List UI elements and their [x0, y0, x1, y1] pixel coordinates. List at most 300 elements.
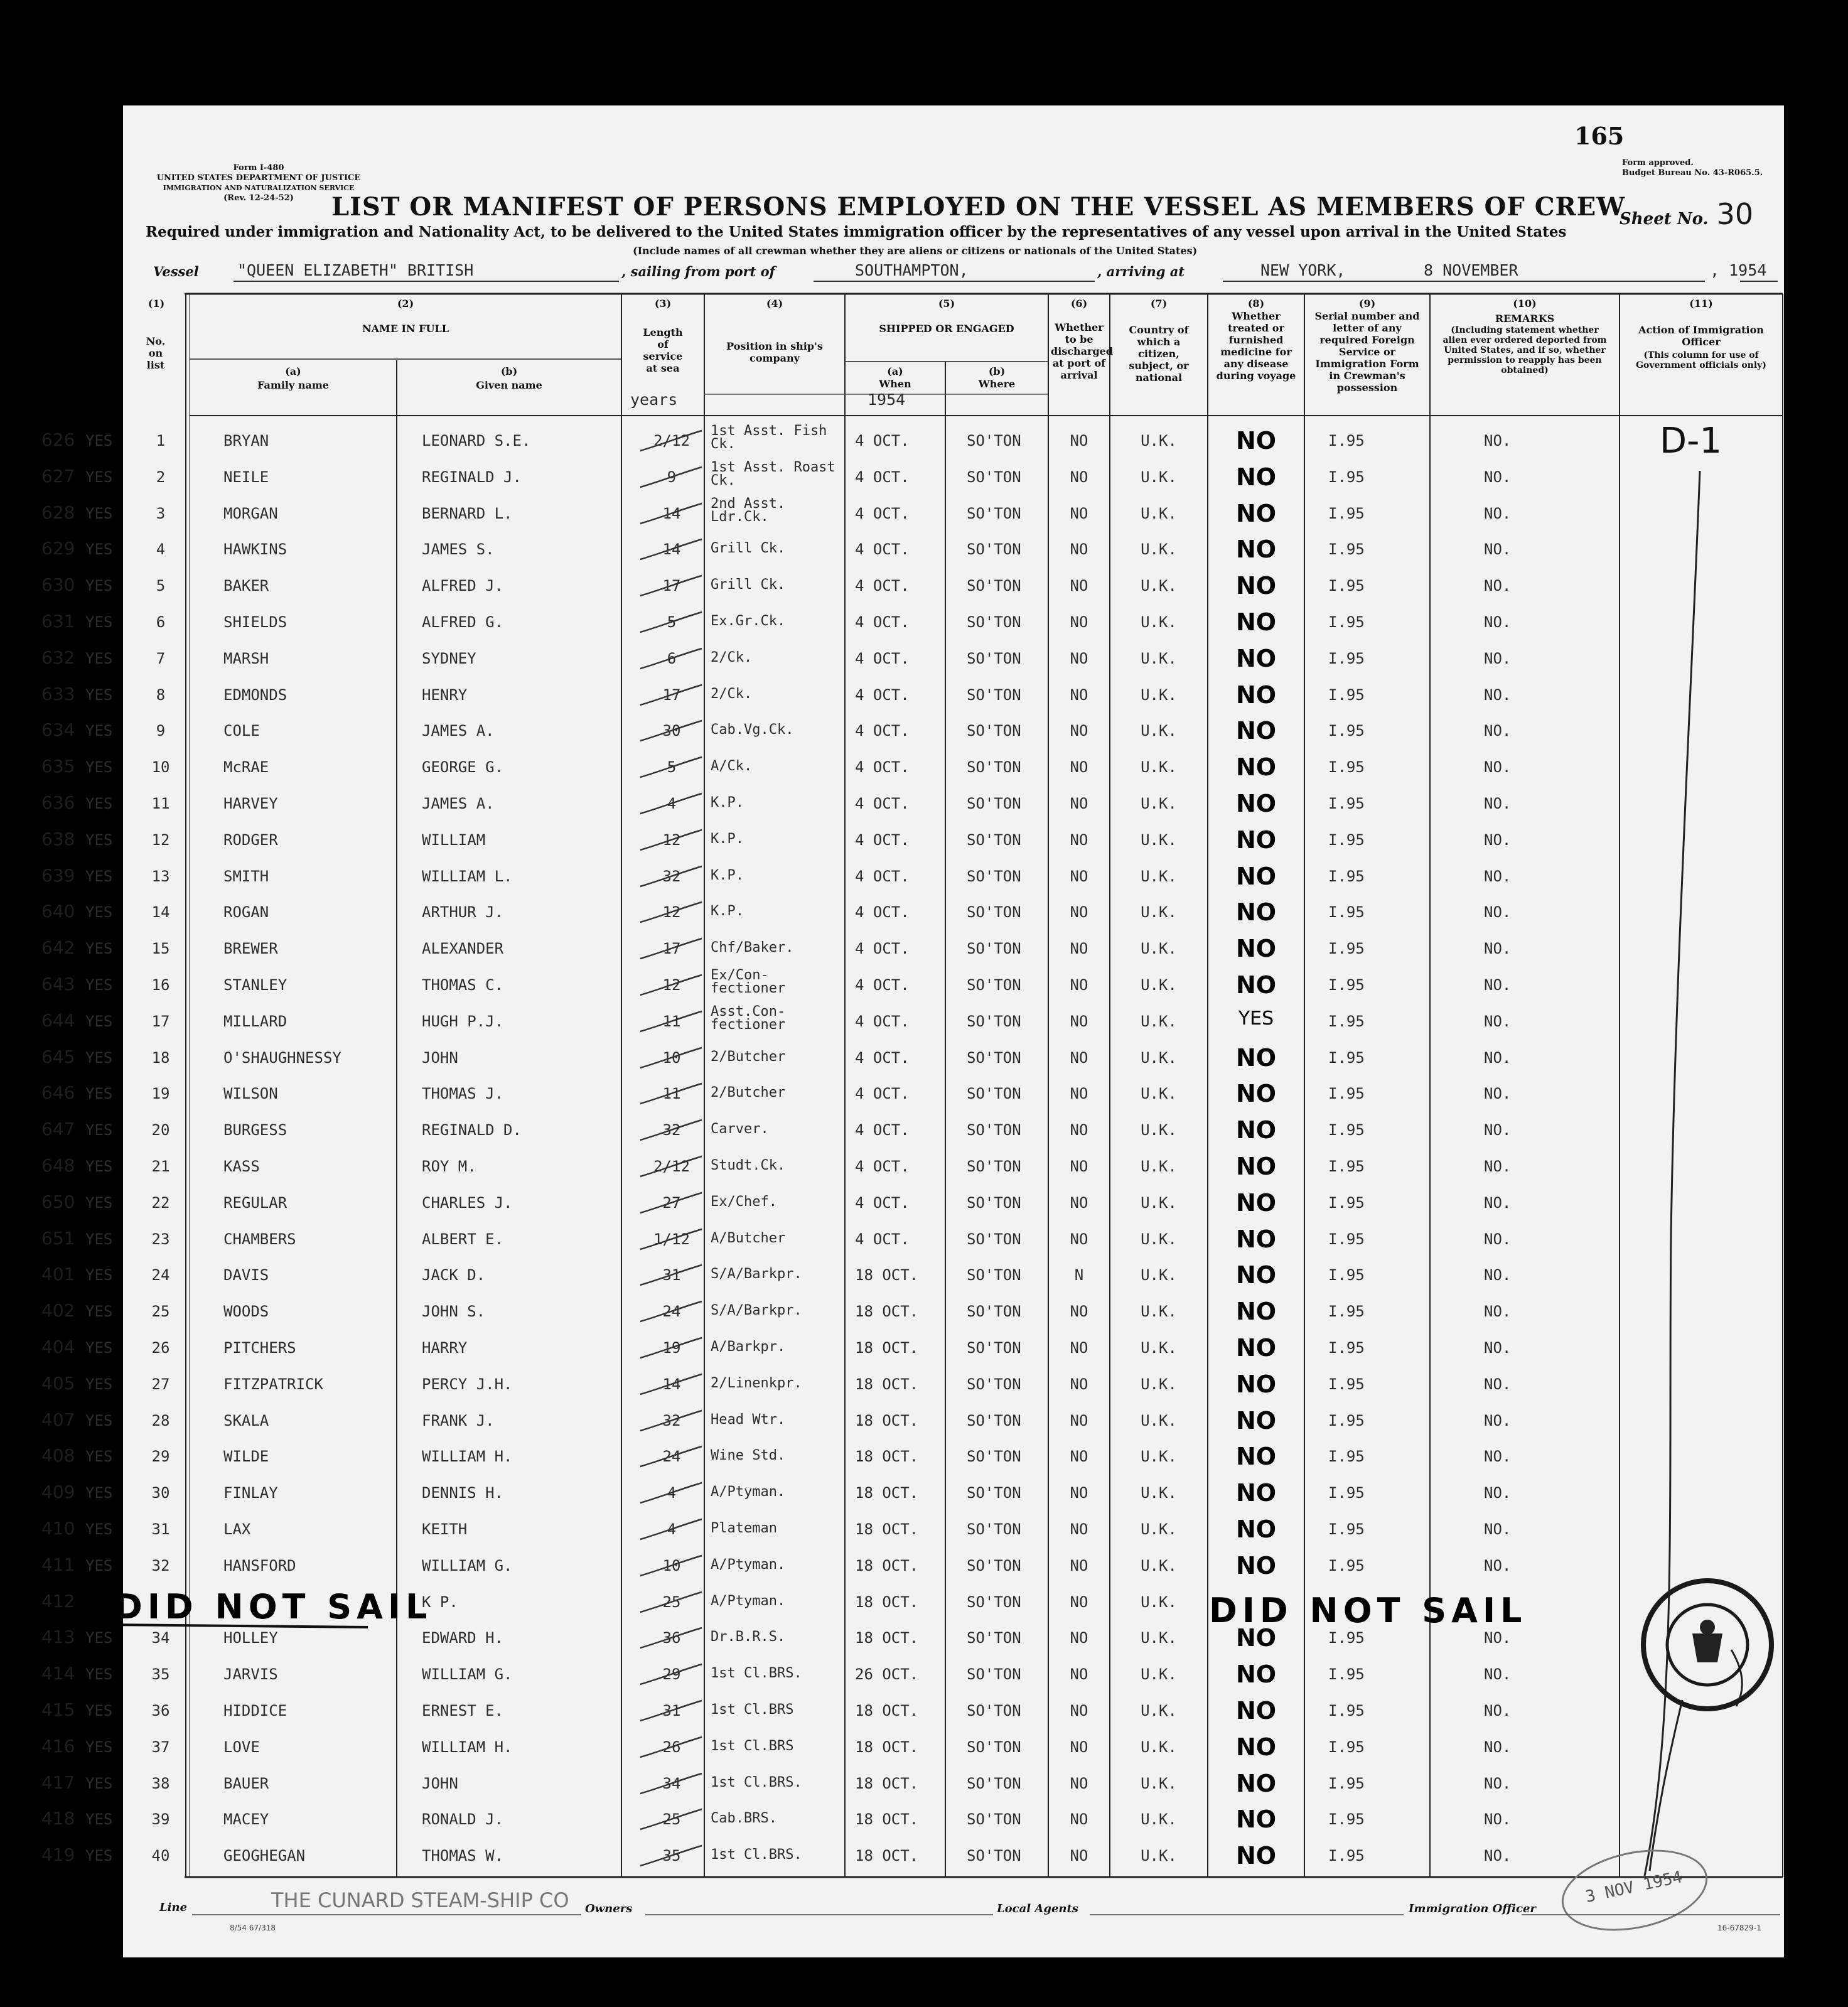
row-serial: I.95 — [1328, 867, 1365, 885]
row-ref-number: 414 — [41, 1663, 75, 1684]
row-list-number: 28 — [151, 1411, 170, 1429]
row-treated: NO — [1235, 1225, 1277, 1253]
row-position: Wine Std. — [711, 1448, 786, 1464]
row-given-name: JAMES A. — [422, 722, 495, 740]
row-position: A/Ck. — [711, 758, 753, 775]
row-treated: NO — [1235, 499, 1277, 527]
row-yes: YES — [85, 1266, 113, 1284]
row-remarks: NO. — [1484, 504, 1512, 522]
row-remarks: NO. — [1484, 1774, 1512, 1792]
row-family-name: MACEY — [223, 1811, 269, 1829]
row-when: 4 OCT. — [855, 1085, 910, 1103]
row-serial: I.95 — [1328, 831, 1365, 849]
row-family-name: PITCHERS — [223, 1339, 296, 1357]
row-serial: I.95 — [1328, 722, 1365, 740]
row-family-name: FITZPATRICK — [223, 1375, 323, 1393]
row-where: SO'TON — [967, 686, 1021, 704]
row-where: SO'TON — [967, 613, 1021, 631]
row-given-name: KEITH — [422, 1520, 468, 1538]
footer-lines — [123, 105, 1784, 1957]
row-where: SO'TON — [967, 867, 1021, 885]
row-when: 4 OCT. — [855, 1230, 910, 1248]
row-treated: NO — [1235, 1479, 1277, 1507]
col3-unit: years — [630, 390, 678, 409]
row-ref-number: 626 — [41, 429, 75, 450]
row-given-name: DENNIS H. — [422, 1484, 504, 1502]
row-serial: I.95 — [1328, 577, 1365, 595]
row-given-name: WILLIAM H. — [422, 1448, 513, 1466]
row-where: SO'TON — [967, 541, 1021, 559]
footer-line-label: Line — [159, 1901, 188, 1914]
row-country: U.K. — [1141, 1375, 1177, 1393]
row-yes: YES — [85, 468, 113, 486]
row-discharged: NO — [1070, 613, 1088, 631]
row-treated: NO — [1235, 717, 1277, 745]
row-service-length: 11 — [662, 1012, 681, 1030]
row-ref-number: 645 — [41, 1046, 75, 1067]
row-serial: I.95 — [1328, 1484, 1365, 1502]
row-when: 4 OCT. — [855, 940, 910, 958]
row-family-name: MARSH — [223, 649, 269, 667]
row-treated: NO — [1235, 898, 1277, 927]
row-serial: I.95 — [1328, 1266, 1365, 1284]
row-list-number: 11 — [151, 795, 170, 812]
row-remarks: NO. — [1484, 1520, 1512, 1538]
col9-num: (9) — [1358, 298, 1376, 309]
row-when: 18 OCT. — [855, 1303, 919, 1321]
row-given-name: ARTHUR J. — [422, 903, 504, 922]
row-where: SO'TON — [967, 1230, 1021, 1248]
row-discharged: NO — [1070, 795, 1088, 812]
col2b-num: (b) — [500, 365, 518, 377]
footer-print-code-left: 8/54 67/318 — [230, 1924, 276, 1932]
row-remarks: NO. — [1484, 940, 1512, 958]
row-treated: NO — [1235, 1153, 1277, 1180]
row-given-name: CHARLES J. — [422, 1193, 513, 1212]
row-ref-number: 407 — [41, 1409, 75, 1430]
row-remarks: NO. — [1484, 758, 1512, 777]
row-treated: NO — [1235, 971, 1277, 999]
col11-num: (11) — [1689, 298, 1713, 309]
col2-num: (2) — [397, 298, 414, 309]
row-treated: NO — [1235, 935, 1277, 963]
row-where: SO'TON — [967, 1339, 1021, 1357]
row-discharged: NO — [1070, 758, 1088, 777]
row-discharged: NO — [1070, 1847, 1088, 1865]
row-treated: NO — [1235, 1624, 1277, 1652]
row-remarks: NO. — [1484, 831, 1512, 849]
row-serial: I.95 — [1328, 1012, 1365, 1030]
row-when: 4 OCT. — [855, 758, 910, 777]
row-remarks: NO. — [1484, 1158, 1512, 1175]
row-where: SO'TON — [967, 1774, 1021, 1792]
row-position: S/A/Barkpr. — [711, 1303, 802, 1319]
row-list-number: 10 — [151, 758, 170, 777]
row-ref-number: 413 — [41, 1627, 75, 1648]
row-remarks: NO. — [1484, 1665, 1512, 1684]
col6-label: Whether to be discharged at port of arrival — [1051, 321, 1113, 381]
row-when: 4 OCT. — [855, 795, 910, 812]
budget-bureau: Budget Bureau No. 43-R065.5. — [1622, 168, 1763, 178]
row-country: U.K. — [1141, 1847, 1177, 1865]
row-family-name: JARVIS — [223, 1665, 278, 1684]
col5a-year: 1954 — [868, 390, 906, 409]
row-family-name: REGULAR — [223, 1193, 287, 1212]
row-position: A/Barkpr. — [711, 1339, 786, 1355]
row-treated: NO — [1235, 826, 1277, 854]
row-family-name: MILLARD — [223, 1012, 287, 1030]
row-list-number: 7 — [156, 649, 166, 667]
row-yes: YES — [85, 1484, 113, 1502]
row-ref-number: 411 — [41, 1554, 75, 1575]
row-service-length: 2/12 — [653, 1158, 690, 1175]
row-position: 2/Ck. — [711, 686, 753, 702]
row-discharged: NO — [1070, 1303, 1088, 1321]
footer-officer-label: Immigration Officer — [1409, 1902, 1536, 1915]
row-service-length: 32 — [662, 867, 681, 885]
row-remarks: NO. — [1484, 541, 1512, 559]
row-service-length: 5 — [667, 613, 677, 631]
row-service-length: 17 — [662, 577, 681, 595]
row-family-name: BURGESS — [223, 1121, 287, 1139]
row-where: SO'TON — [967, 1665, 1021, 1684]
row-yes: YES — [85, 758, 113, 777]
row-country: U.K. — [1141, 1303, 1177, 1321]
row-family-name: SMITH — [223, 867, 269, 885]
row-serial: I.95 — [1328, 686, 1365, 704]
row-discharged: NO — [1070, 1121, 1088, 1139]
row-when: 18 OCT. — [855, 1484, 919, 1502]
row-remarks: NO. — [1484, 1702, 1512, 1719]
row-country: U.K. — [1141, 432, 1177, 449]
row-where: SO'TON — [967, 1738, 1021, 1756]
row-treated: NO — [1235, 681, 1277, 709]
row-country: U.K. — [1141, 1665, 1177, 1684]
row-where: SO'TON — [967, 468, 1021, 486]
row-service-length: 1/12 — [653, 1230, 690, 1248]
row-position: A/Butcher — [711, 1230, 786, 1246]
row-when: 18 OCT. — [855, 1811, 919, 1829]
row-remarks: NO. — [1484, 613, 1512, 631]
row-ref-number: 631 — [41, 611, 75, 632]
row-service-length: 11 — [662, 1085, 681, 1103]
row-country: U.K. — [1141, 831, 1177, 849]
row-family-name: BRYAN — [223, 432, 269, 449]
row-yes: YES — [85, 1702, 113, 1719]
row-country: U.K. — [1141, 1085, 1177, 1103]
row-position: 1st Cl.BRS — [711, 1738, 794, 1754]
row-yes: YES — [85, 1012, 113, 1030]
row-given-name: HARRY — [422, 1339, 468, 1357]
department: UNITED STATES DEPARTMENT OF JUSTICE — [156, 173, 361, 183]
row-treated: NO — [1235, 535, 1277, 564]
row-given-name: JOHN S. — [422, 1303, 486, 1321]
row-when: 18 OCT. — [855, 1556, 919, 1574]
row-position: Cab.Vg.Ck. — [711, 722, 794, 738]
row-where: SO'TON — [967, 758, 1021, 777]
row-ref-number: 639 — [41, 864, 75, 886]
row-list-number: 27 — [151, 1375, 170, 1393]
row-given-name: WILLIAM H. — [422, 1738, 513, 1756]
row-family-name: EDMONDS — [223, 686, 287, 704]
row-family-name: HAWKINS — [223, 541, 287, 559]
row-when: 26 OCT. — [855, 1665, 919, 1684]
row-service-length: 17 — [662, 686, 681, 704]
row-when: 4 OCT. — [855, 976, 910, 994]
row-ref-number: 405 — [41, 1372, 75, 1394]
row-position: S/A/Barkpr. — [711, 1266, 802, 1283]
row-when: 18 OCT. — [855, 1266, 919, 1284]
row-when: 4 OCT. — [855, 504, 910, 522]
row-treated: NO — [1235, 1443, 1277, 1471]
arrival-year: , 1954 — [1710, 261, 1767, 279]
row-where: SO'TON — [967, 722, 1021, 740]
row-list-number: 4 — [156, 541, 166, 559]
row-where: SO'TON — [967, 1048, 1021, 1067]
document-title: LIST OR MANIFEST OF PERSONS EMPLOYED ON THE VESSEL AS MEMBERS OF CREW — [331, 192, 1626, 222]
row-position: Asst.Con- fectioner — [711, 1003, 786, 1033]
row-service-length: 25 — [662, 1811, 681, 1829]
row-when: 18 OCT. — [855, 1593, 919, 1611]
row-ref-number: 419 — [41, 1844, 75, 1866]
row-where: SO'TON — [967, 1012, 1021, 1030]
row-list-number: 24 — [151, 1266, 170, 1284]
row-given-name: PERCY J.H. — [422, 1375, 513, 1393]
row-where: SO'TON — [967, 1847, 1021, 1865]
row-when: 4 OCT. — [855, 686, 910, 704]
row-where: SO'TON — [967, 795, 1021, 812]
row-position: 2/Linenkpr. — [711, 1375, 802, 1391]
row-serial: I.95 — [1328, 1193, 1365, 1212]
row-list-number: 14 — [151, 903, 170, 922]
row-service-length: 4 — [667, 795, 677, 812]
row-service-length: 24 — [662, 1303, 681, 1321]
row-position: A/Ptyman. — [711, 1484, 786, 1500]
col9-label: Serial number and letter of any required Foreign Service or Immigration Form in Crewman's possession — [1314, 310, 1420, 394]
row-treated: NO — [1235, 1043, 1277, 1072]
row-service-length: 25 — [662, 1593, 681, 1611]
footer-agents-label: Local Agents — [997, 1902, 1078, 1915]
col8-num: (8) — [1247, 298, 1265, 309]
row-country: U.K. — [1141, 541, 1177, 559]
row-service-length: 10 — [662, 1048, 681, 1067]
row-family-name: McRAE — [223, 758, 269, 777]
row-country: U.K. — [1141, 1448, 1177, 1466]
footer-print-code-right: 16-67829-1 — [1717, 1924, 1761, 1932]
row-country: U.K. — [1141, 1158, 1177, 1175]
row-serial: I.95 — [1328, 1665, 1365, 1684]
row-country: U.K. — [1141, 758, 1177, 777]
row-list-number: 23 — [151, 1230, 170, 1248]
row-country: U.K. — [1141, 1738, 1177, 1756]
row-list-number: 39 — [151, 1811, 170, 1829]
row-yes: YES — [85, 867, 113, 885]
row-country: U.K. — [1141, 1193, 1177, 1212]
row-serial: I.95 — [1328, 1303, 1365, 1321]
row-ref-number: 409 — [41, 1482, 75, 1503]
col5-num: (5) — [938, 298, 955, 309]
row-yes: YES — [85, 541, 113, 559]
row-given-name: JAMES S. — [422, 541, 495, 559]
row-remarks: NO. — [1484, 649, 1512, 667]
row-remarks: NO. — [1484, 1375, 1512, 1393]
row-treated: NO — [1235, 608, 1277, 636]
row-list-number: 5 — [156, 577, 166, 595]
row-ref-number: 640 — [41, 901, 75, 922]
row-serial: I.95 — [1328, 1556, 1365, 1574]
row-position: Studt.Ck. — [711, 1158, 786, 1173]
row-service-length: 12 — [662, 903, 681, 922]
row-yes: YES — [85, 1448, 113, 1466]
row-country: U.K. — [1141, 468, 1177, 486]
row-given-name: K P. — [422, 1593, 458, 1611]
col2a-label: Family name — [257, 379, 329, 391]
row-treated: NO — [1235, 463, 1277, 491]
row-treated: NO — [1235, 1406, 1277, 1434]
row-remarks: NO. — [1484, 1847, 1512, 1865]
row-service-length: 10 — [662, 1556, 681, 1574]
row-service-length: 35 — [662, 1847, 681, 1865]
row-where: SO'TON — [967, 903, 1021, 922]
row-where: SO'TON — [967, 1158, 1021, 1175]
row-treated: NO — [1235, 1188, 1277, 1217]
row-serial: I.95 — [1328, 1520, 1365, 1538]
row-yes: YES — [85, 504, 113, 522]
row-when: 4 OCT. — [855, 577, 910, 595]
row-family-name: BAUER — [223, 1774, 269, 1792]
col2b-label: Given name — [476, 379, 542, 391]
row-yes: YES — [85, 903, 113, 922]
row-treated: NO — [1235, 1551, 1277, 1579]
col2-label: NAME IN FULL — [362, 323, 449, 335]
row-service-length: 5 — [667, 758, 677, 777]
row-service-length: 24 — [662, 1448, 681, 1466]
row-remarks: NO. — [1484, 867, 1512, 885]
row-list-number: 1 — [156, 432, 166, 449]
row-yes: YES — [85, 1665, 113, 1684]
row-remarks: NO. — [1484, 1811, 1512, 1829]
row-family-name: COLE — [223, 722, 260, 740]
row-treated: NO — [1235, 753, 1277, 782]
row-discharged: NO — [1070, 1411, 1088, 1429]
row-yes: YES — [85, 1375, 113, 1393]
col7-label: Country of which a citizen, subject, or national — [1129, 324, 1189, 384]
row-discharged: NO — [1070, 976, 1088, 994]
row-list-number: 18 — [151, 1048, 170, 1067]
row-discharged: NO — [1070, 1811, 1088, 1829]
row-where: SO'TON — [967, 1303, 1021, 1321]
row-serial: I.95 — [1328, 541, 1365, 559]
row-treated: NO — [1235, 1298, 1277, 1326]
row-position: 2/Ck. — [711, 649, 753, 665]
row-remarks: NO. — [1484, 1738, 1512, 1756]
row-remarks: NO. — [1484, 903, 1512, 922]
row-given-name: ERNEST E. — [422, 1702, 504, 1719]
row-when: 18 OCT. — [855, 1702, 919, 1719]
row-country: U.K. — [1141, 686, 1177, 704]
form-id: Form I-480 — [233, 163, 284, 173]
row-remarks: NO. — [1484, 1085, 1512, 1103]
row-when: 4 OCT. — [855, 1193, 910, 1212]
row-yes: YES — [85, 577, 113, 595]
row-discharged: NO — [1070, 1048, 1088, 1067]
row-yes: YES — [85, 1847, 113, 1865]
row-family-name: O'SHAUGHNESSY — [223, 1048, 341, 1067]
row-ref-number: 408 — [41, 1445, 75, 1466]
row-yes: YES — [85, 1085, 113, 1103]
row-family-name: HOLLEY — [223, 1629, 278, 1647]
row-service-length: 12 — [662, 831, 681, 849]
row-service-length: 19 — [662, 1339, 681, 1357]
row-country: U.K. — [1141, 1811, 1177, 1829]
row-given-name: THOMAS C. — [422, 976, 504, 994]
row-given-name: BERNARD L. — [422, 504, 513, 522]
row-country: U.K. — [1141, 1556, 1177, 1574]
row-yes: YES — [85, 613, 113, 631]
row-yes: YES — [85, 1339, 113, 1357]
row-serial: I.95 — [1328, 1629, 1365, 1647]
row-when: 4 OCT. — [855, 613, 910, 631]
row-given-name: JOHN — [422, 1774, 458, 1792]
row-country: U.K. — [1141, 1339, 1177, 1357]
row-position: Plateman — [711, 1520, 777, 1536]
row-where: SO'TON — [967, 1484, 1021, 1502]
row-where: SO'TON — [967, 1811, 1021, 1829]
row-list-number: 17 — [151, 1012, 170, 1030]
row-serial: I.95 — [1328, 1411, 1365, 1429]
row-given-name: ALFRED G. — [422, 613, 504, 631]
row-given-name: HENRY — [422, 686, 468, 704]
row-list-number: 12 — [151, 831, 170, 849]
row-family-name: LOVE — [223, 1738, 260, 1756]
row-country: U.K. — [1141, 1629, 1177, 1647]
row-discharged: NO — [1070, 432, 1088, 449]
col5a-num: (a) — [887, 365, 903, 377]
row-list-number: 6 — [156, 613, 166, 631]
row-given-name: SYDNEY — [422, 649, 476, 667]
row-country: U.K. — [1141, 1774, 1177, 1792]
row-where: SO'TON — [967, 1556, 1021, 1574]
row-where: SO'TON — [967, 1266, 1021, 1284]
row-where: SO'TON — [967, 1121, 1021, 1139]
sailing-label: , sailing from port of — [621, 264, 775, 279]
row-when: 4 OCT. — [855, 722, 910, 740]
row-when: 18 OCT. — [855, 1738, 919, 1756]
row-family-name: RODGER — [223, 831, 278, 849]
row-position: Carver. — [711, 1121, 769, 1138]
row-service-length: 14 — [662, 541, 681, 559]
row-discharged: NO — [1070, 577, 1088, 595]
row-remarks: NO. — [1484, 577, 1512, 595]
row-when: 4 OCT. — [855, 1012, 910, 1030]
row-discharged: NO — [1070, 1012, 1088, 1030]
row-country: U.K. — [1141, 722, 1177, 740]
row-given-name: THOMAS J. — [422, 1085, 504, 1103]
row-discharged: NO — [1070, 541, 1088, 559]
row-yes: YES — [85, 795, 113, 812]
row-family-name: WOODS — [223, 1303, 269, 1321]
row-treated: YES — [1238, 1007, 1274, 1030]
row-treated: NO — [1235, 1769, 1277, 1797]
sheet-label: Sheet No. — [1620, 210, 1709, 229]
punch-hole — [68, 389, 99, 421]
row-remarks: NO. — [1484, 976, 1512, 994]
row-family-name: STANLEY — [223, 976, 287, 994]
row-treated: NO — [1235, 790, 1277, 817]
row-when: 4 OCT. — [855, 468, 910, 486]
row-position: 1st Cl.BRS. — [711, 1665, 802, 1682]
col5b-num: (b) — [988, 365, 1006, 377]
